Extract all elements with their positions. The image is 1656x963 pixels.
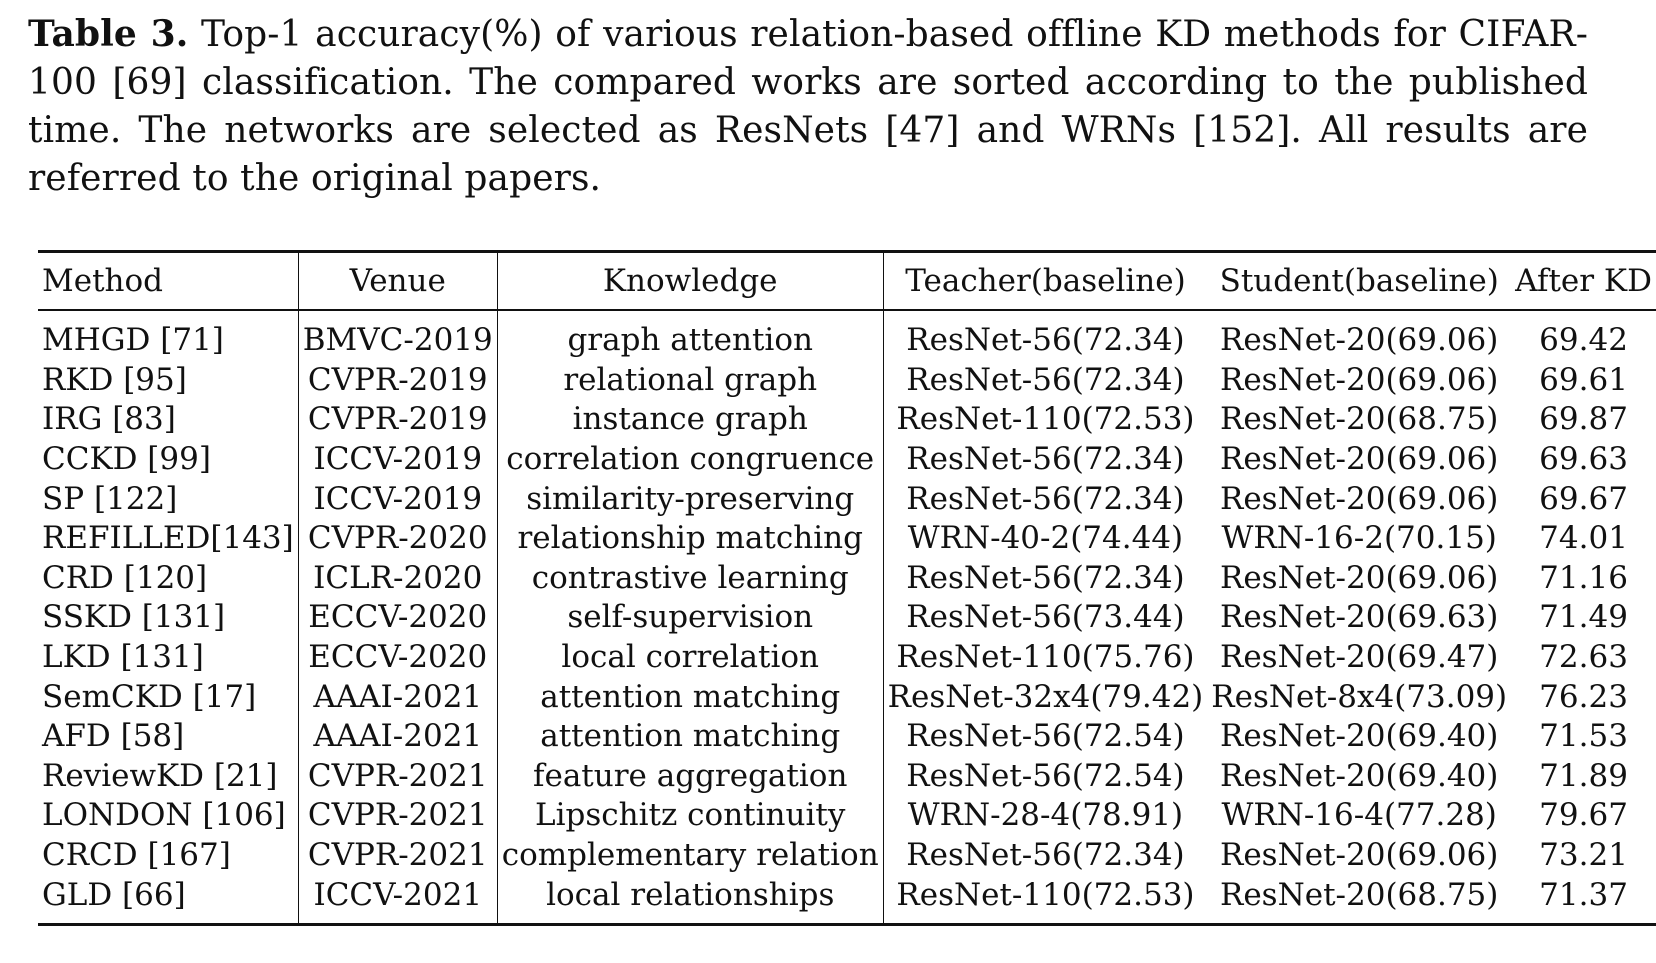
cell-after-kd: 73.21 (1539, 837, 1628, 874)
cell-student: ResNet-20(69.06) (1220, 480, 1499, 517)
cell-method: MHGD [71] (38, 310, 298, 361)
table-row (38, 479, 1656, 519)
cell-method: AFD [58] (38, 717, 298, 757)
cell-knowledge: relationship matching (497, 519, 883, 559)
cell-method: CCKD [99] (38, 440, 298, 480)
cell-after-kd: 72.63 (1539, 639, 1628, 676)
cell-student: ResNet-20(69.63) (1220, 599, 1499, 636)
cell-student: WRN-16-4(77.28) (1221, 797, 1497, 834)
cell-teacher: ResNet-56(72.34) (906, 322, 1185, 359)
cell-teacher: ResNet-110(75.76) (896, 639, 1195, 676)
table-body (38, 310, 1656, 924)
table-row (38, 638, 1656, 678)
cell-knowledge: self-supervision (497, 598, 883, 638)
cell-student: ResNet-20(69.47) (1220, 639, 1499, 676)
cell-knowledge: similarity-preserving (497, 479, 883, 519)
cell-teacher: ResNet-56(73.44) (906, 599, 1185, 636)
table-header-row (38, 252, 1656, 311)
cell-venue: BMVC-2019 (298, 310, 497, 361)
cell-student: ResNet-20(68.75) (1220, 401, 1499, 438)
header-method: Method (38, 252, 298, 311)
cell-teacher: ResNet-110(72.53) (896, 876, 1195, 913)
table-row (38, 310, 1656, 361)
cell-venue: AAAI-2021 (298, 677, 497, 717)
cell-knowledge: local relationships (497, 875, 883, 924)
cell-venue: ICCV-2019 (298, 479, 497, 519)
cell-venue: CVPR-2020 (298, 519, 497, 559)
cell-student: ResNet-20(69.40) (1220, 757, 1499, 794)
table-row (38, 677, 1656, 717)
cell-after-kd: 74.01 (1539, 520, 1628, 557)
cell-student: ResNet-20(69.06) (1220, 441, 1499, 478)
cell-after-kd: 71.16 (1539, 559, 1628, 596)
table-row (38, 796, 1656, 836)
table-row (38, 519, 1656, 559)
cell-knowledge: correlation congruence (497, 440, 883, 480)
header-knowledge: Knowledge (497, 252, 883, 311)
cell-venue: ECCV-2020 (298, 638, 497, 678)
cell-student: ResNet-20(69.06) (1220, 361, 1499, 398)
cell-teacher: ResNet-56(72.34) (906, 837, 1185, 874)
caption-text: Top-1 accuracy(%) of various relation-based offline KD methods for CIFAR-100 [69] classification. The compared works are sorted according to the published time. The networks are selected as ResNets [47] and WRNs [152]. All results are referred to the original papers. (28, 14, 1588, 199)
table-row (38, 440, 1656, 480)
results-table (38, 250, 1656, 926)
cell-method: SemCKD [17] (38, 677, 298, 717)
cell-knowledge: instance graph (497, 400, 883, 440)
table-row (38, 400, 1656, 440)
cell-method: GLD [66] (38, 875, 298, 924)
cell-student: WRN-16-2(70.15) (1221, 520, 1497, 557)
header-after-kd: After KD (1515, 263, 1652, 299)
cell-venue: CVPR-2021 (298, 757, 497, 797)
cell-venue: ICLR-2020 (298, 559, 497, 599)
header-venue: Venue (298, 252, 497, 311)
cell-after-kd: 79.67 (1539, 797, 1628, 834)
caption-label: Table 3. (28, 13, 189, 55)
header-student: Student(baseline) (1219, 263, 1499, 299)
cell-venue: ICCV-2021 (298, 875, 497, 924)
table-row (38, 757, 1656, 797)
cell-knowledge: feature aggregation (497, 757, 883, 797)
cell-method: IRG [83] (38, 400, 298, 440)
cell-knowledge: attention matching (497, 717, 883, 757)
table-row (38, 361, 1656, 401)
cell-student: ResNet-20(69.06) (1220, 837, 1499, 874)
cell-method: LONDON [106] (38, 796, 298, 836)
cell-knowledge: complementary relation (497, 836, 883, 876)
cell-teacher: WRN-28-4(78.91) (907, 797, 1184, 834)
cell-venue: CVPR-2019 (298, 361, 497, 401)
cell-method: LKD [131] (38, 638, 298, 678)
cell-knowledge: relational graph (497, 361, 883, 401)
cell-knowledge: graph attention (497, 310, 883, 361)
table-row (38, 559, 1656, 599)
cell-after-kd: 69.61 (1539, 361, 1628, 398)
cell-venue: ECCV-2020 (298, 598, 497, 638)
cell-after-kd: 71.49 (1539, 599, 1628, 636)
cell-venue: ICCV-2019 (298, 440, 497, 480)
cell-teacher: ResNet-56(72.34) (906, 441, 1185, 478)
cell-student: ResNet-20(69.06) (1220, 559, 1499, 596)
results-table-container (38, 250, 1652, 926)
cell-after-kd: 71.37 (1539, 876, 1628, 913)
cell-method: ReviewKD [21] (38, 757, 298, 797)
cell-venue: CVPR-2021 (298, 796, 497, 836)
cell-teacher: ResNet-56(72.54) (906, 718, 1185, 755)
cell-method: CRD [120] (38, 559, 298, 599)
cell-student: ResNet-8x4(73.09) (1211, 678, 1508, 715)
cell-method: SP [122] (38, 479, 298, 519)
cell-student: ResNet-20(69.06) (1220, 322, 1499, 359)
cell-venue: CVPR-2021 (298, 836, 497, 876)
cell-after-kd: 76.23 (1539, 678, 1628, 715)
table-row (38, 598, 1656, 638)
cell-after-kd: 71.53 (1539, 718, 1628, 755)
cell-after-kd: 69.63 (1539, 441, 1628, 478)
cell-method: REFILLED[143] (38, 519, 298, 559)
cell-after-kd: 69.42 (1539, 322, 1628, 359)
cell-knowledge: Lipschitz continuity (497, 796, 883, 836)
cell-knowledge: contrastive learning (497, 559, 883, 599)
header-teacher: Teacher(baseline) (905, 263, 1186, 299)
cell-teacher: ResNet-32x4(79.42) (887, 678, 1204, 715)
cell-teacher: ResNet-56(72.34) (906, 559, 1185, 596)
cell-venue: AAAI-2021 (298, 717, 497, 757)
cell-teacher: ResNet-56(72.54) (906, 757, 1185, 794)
table-row (38, 875, 1656, 924)
cell-teacher: ResNet-110(72.53) (896, 401, 1195, 438)
cell-method: SSKD [131] (38, 598, 298, 638)
cell-teacher: ResNet-56(72.34) (906, 480, 1185, 517)
cell-knowledge: attention matching (497, 677, 883, 717)
cell-after-kd: 69.67 (1539, 480, 1628, 517)
cell-venue: CVPR-2019 (298, 400, 497, 440)
cell-student: ResNet-20(69.40) (1220, 718, 1499, 755)
cell-knowledge: local correlation (497, 638, 883, 678)
cell-after-kd: 71.89 (1539, 757, 1628, 794)
cell-teacher: ResNet-56(72.34) (906, 361, 1185, 398)
cell-method: CRCD [167] (38, 836, 298, 876)
table-row (38, 717, 1656, 757)
cell-teacher: WRN-40-2(74.44) (907, 520, 1184, 557)
cell-student: ResNet-20(68.75) (1220, 876, 1499, 913)
cell-method: RKD [95] (38, 361, 298, 401)
cell-after-kd: 69.87 (1539, 401, 1628, 438)
table-caption (28, 10, 1588, 203)
table-row (38, 836, 1656, 876)
